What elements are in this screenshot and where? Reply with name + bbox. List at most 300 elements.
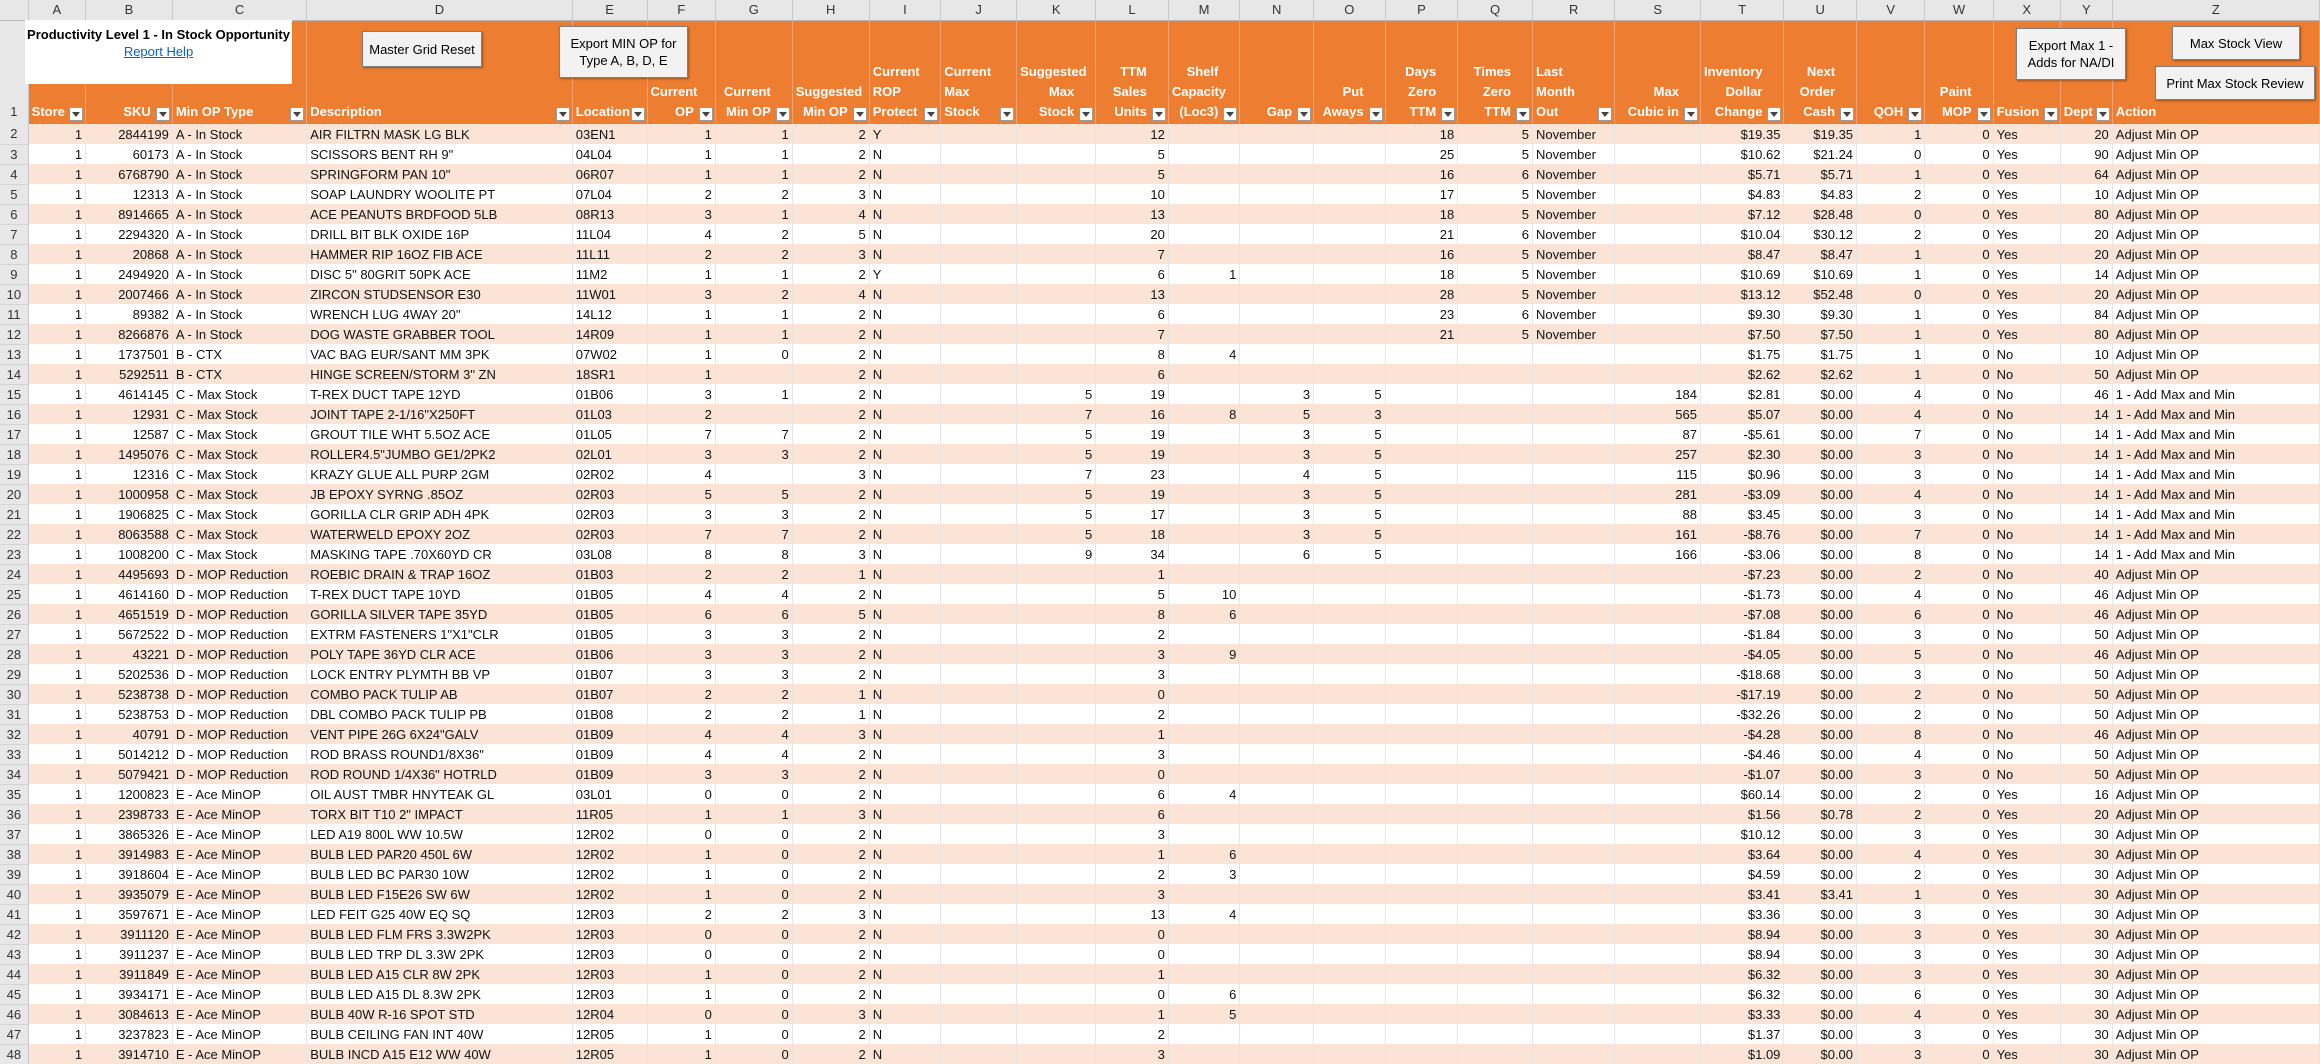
cell-i[interactable]: N [869, 844, 941, 864]
cell-o[interactable]: 5 [1314, 544, 1386, 564]
cell-s[interactable] [1615, 184, 1701, 204]
cell-g[interactable]: 6 [715, 604, 792, 624]
cell-c[interactable]: D - MOP Reduction [172, 624, 306, 644]
row-number[interactable]: 9 [0, 264, 28, 284]
cell-e[interactable]: 08R13 [572, 204, 647, 224]
cell-s[interactable] [1615, 764, 1701, 784]
cell-s[interactable] [1615, 164, 1701, 184]
cell-j[interactable] [941, 324, 1017, 344]
cell-n[interactable] [1240, 224, 1314, 244]
cell-z[interactable]: Adjust Min OP [2112, 924, 2319, 944]
cell-f[interactable]: 4 [647, 584, 715, 604]
cell-g[interactable]: 2 [715, 704, 792, 724]
cell-t[interactable]: $2.62 [1700, 364, 1783, 384]
cell-l[interactable]: 18 [1096, 524, 1169, 544]
cell-f[interactable]: 1 [647, 364, 715, 384]
cell-z[interactable]: Adjust Min OP [2112, 164, 2319, 184]
cell-p[interactable]: 21 [1385, 224, 1458, 244]
cell-i[interactable]: N [869, 684, 941, 704]
cell-g[interactable]: 0 [715, 884, 792, 904]
cell-p[interactable] [1385, 824, 1458, 844]
row-number[interactable]: 28 [0, 644, 28, 664]
cell-m[interactable] [1168, 804, 1240, 824]
cell-u[interactable]: $0.00 [1784, 984, 1857, 1004]
cell-m[interactable] [1168, 944, 1240, 964]
cell-u[interactable]: $0.00 [1784, 924, 1857, 944]
cell-k[interactable] [1017, 884, 1096, 904]
cell-w[interactable]: 0 [1925, 724, 1993, 744]
cell-c[interactable]: C - Max Stock [172, 444, 306, 464]
cell-x[interactable]: Yes [1993, 984, 2060, 1004]
cell-z[interactable]: Adjust Min OP [2112, 804, 2319, 824]
cell-r[interactable]: November [1532, 144, 1614, 164]
cell-x[interactable]: Yes [1993, 824, 2060, 844]
cell-r[interactable] [1532, 364, 1614, 384]
cell-v[interactable]: 0 [1857, 144, 1925, 164]
cell-w[interactable]: 0 [1925, 764, 1993, 784]
cell-l[interactable]: 17 [1096, 504, 1169, 524]
row-number[interactable]: 24 [0, 564, 28, 584]
cell-l[interactable]: 5 [1096, 584, 1169, 604]
cell-f[interactable]: 1 [647, 1044, 715, 1064]
cell-y[interactable]: 80 [2060, 324, 2112, 344]
cell-y[interactable]: 10 [2060, 184, 2112, 204]
cell-u[interactable]: $2.62 [1784, 364, 1857, 384]
cell-o[interactable] [1314, 864, 1386, 884]
cell-s[interactable] [1615, 844, 1701, 864]
cell-k[interactable]: 5 [1017, 384, 1096, 404]
cell-d[interactable]: TORX BIT T10 2" IMPACT [307, 804, 573, 824]
cell-i[interactable]: N [869, 964, 941, 984]
cell-o[interactable] [1314, 264, 1386, 284]
cell-k[interactable] [1017, 1004, 1096, 1024]
cell-u[interactable]: $0.00 [1784, 624, 1857, 644]
cell-m[interactable]: 4 [1168, 784, 1240, 804]
cell-z[interactable]: Adjust Min OP [2112, 824, 2319, 844]
cell-q[interactable] [1458, 644, 1533, 664]
cell-d[interactable]: WATERWELD EPOXY 2OZ [307, 524, 573, 544]
cell-e[interactable]: 01B05 [572, 624, 647, 644]
cell-n[interactable] [1240, 364, 1314, 384]
cell-q[interactable] [1458, 744, 1533, 764]
cell-g[interactable]: 2 [715, 904, 792, 924]
cell-i[interactable]: N [869, 484, 941, 504]
cell-z[interactable]: Adjust Min OP [2112, 564, 2319, 584]
row-number[interactable]: 4 [0, 164, 28, 184]
cell-b[interactable]: 5672522 [86, 624, 173, 644]
cell-k[interactable] [1017, 864, 1096, 884]
cell-a[interactable]: 1 [28, 504, 85, 524]
cell-p[interactable] [1385, 524, 1458, 544]
cell-b[interactable]: 3911120 [86, 924, 173, 944]
row-number[interactable]: 40 [0, 884, 28, 904]
cell-e[interactable]: 01B07 [572, 664, 647, 684]
cell-o[interactable] [1314, 244, 1386, 264]
cell-t[interactable]: $10.62 [1700, 144, 1783, 164]
cell-n[interactable] [1240, 1004, 1314, 1024]
cell-h[interactable]: 3 [792, 724, 869, 744]
cell-a[interactable]: 1 [28, 704, 85, 724]
cell-q[interactable]: 6 [1458, 304, 1533, 324]
cell-b[interactable]: 89382 [86, 304, 173, 324]
cell-j[interactable] [941, 424, 1017, 444]
cell-u[interactable]: $0.00 [1784, 424, 1857, 444]
cell-q[interactable] [1458, 924, 1533, 944]
cell-r[interactable] [1532, 544, 1614, 564]
cell-w[interactable]: 0 [1925, 504, 1993, 524]
cell-u[interactable]: $0.00 [1784, 944, 1857, 964]
row-number[interactable]: 30 [0, 684, 28, 704]
cell-i[interactable]: N [869, 564, 941, 584]
cell-u[interactable]: $0.00 [1784, 1044, 1857, 1064]
cell-a[interactable]: 1 [28, 644, 85, 664]
row-number[interactable]: 11 [0, 304, 28, 324]
row-number[interactable]: 10 [0, 284, 28, 304]
cell-x[interactable]: No [1993, 464, 2060, 484]
cell-a[interactable]: 1 [28, 744, 85, 764]
cell-b[interactable]: 8266876 [86, 324, 173, 344]
column-letter-d[interactable]: D [307, 0, 573, 20]
cell-r[interactable]: November [1532, 224, 1614, 244]
cell-k[interactable] [1017, 764, 1096, 784]
filter-dropdown-icon[interactable] [1977, 107, 1991, 121]
cell-a[interactable]: 1 [28, 864, 85, 884]
cell-z[interactable]: 1 - Add Max and Min [2112, 424, 2319, 444]
cell-q[interactable] [1458, 1004, 1533, 1024]
cell-s[interactable] [1615, 244, 1701, 264]
cell-q[interactable] [1458, 824, 1533, 844]
cell-f[interactable]: 2 [647, 564, 715, 584]
cell-n[interactable] [1240, 684, 1314, 704]
cell-o[interactable] [1314, 224, 1386, 244]
cell-s[interactable] [1615, 1044, 1701, 1064]
cell-a[interactable]: 1 [28, 724, 85, 744]
cell-j[interactable] [941, 184, 1017, 204]
cell-u[interactable]: $0.00 [1784, 864, 1857, 884]
cell-s[interactable] [1615, 864, 1701, 884]
cell-b[interactable]: 12313 [86, 184, 173, 204]
cell-n[interactable] [1240, 844, 1314, 864]
cell-q[interactable] [1458, 344, 1533, 364]
cell-j[interactable] [941, 1024, 1017, 1044]
cell-y[interactable]: 30 [2060, 984, 2112, 1004]
cell-s[interactable] [1615, 264, 1701, 284]
cell-g[interactable]: 0 [715, 1044, 792, 1064]
cell-g[interactable]: 3 [715, 664, 792, 684]
cell-u[interactable]: $52.48 [1784, 284, 1857, 304]
cell-n[interactable] [1240, 164, 1314, 184]
cell-y[interactable]: 14 [2060, 504, 2112, 524]
cell-f[interactable]: 4 [647, 224, 715, 244]
row-number[interactable]: 12 [0, 324, 28, 344]
cell-f[interactable]: 1 [647, 144, 715, 164]
cell-t[interactable]: $19.35 [1700, 124, 1783, 144]
cell-w[interactable]: 0 [1925, 1004, 1993, 1024]
cell-w[interactable]: 0 [1925, 824, 1993, 844]
cell-z[interactable]: 1 - Add Max and Min [2112, 404, 2319, 424]
cell-d[interactable]: ROLLER4.5"JUMBO GE1/2PK2 [307, 444, 573, 464]
cell-d[interactable]: BULB LED TRP DL 3.3W 2PK [307, 944, 573, 964]
cell-x[interactable]: Yes [1993, 864, 2060, 884]
cell-g[interactable]: 0 [715, 864, 792, 884]
cell-n[interactable] [1240, 744, 1314, 764]
filter-dropdown-icon[interactable] [1684, 107, 1698, 121]
cell-f[interactable]: 2 [647, 684, 715, 704]
cell-b[interactable]: 3935079 [86, 884, 173, 904]
cell-r[interactable] [1532, 404, 1614, 424]
cell-w[interactable]: 0 [1925, 244, 1993, 264]
cell-p[interactable] [1385, 964, 1458, 984]
cell-b[interactable]: 2398733 [86, 804, 173, 824]
cell-p[interactable]: 16 [1385, 244, 1458, 264]
cell-c[interactable]: C - Max Stock [172, 384, 306, 404]
cell-r[interactable] [1532, 1044, 1614, 1064]
cell-t[interactable]: $6.32 [1700, 984, 1783, 1004]
cell-x[interactable]: Yes [1993, 964, 2060, 984]
cell-k[interactable] [1017, 164, 1096, 184]
cell-i[interactable]: N [869, 764, 941, 784]
cell-g[interactable]: 0 [715, 344, 792, 364]
cell-z[interactable]: Adjust Min OP [2112, 584, 2319, 604]
cell-r[interactable] [1532, 864, 1614, 884]
cell-p[interactable] [1385, 804, 1458, 824]
cell-x[interactable]: Yes [1993, 144, 2060, 164]
cell-z[interactable]: Adjust Min OP [2112, 1004, 2319, 1024]
cell-e[interactable]: 12R03 [572, 964, 647, 984]
cell-r[interactable] [1532, 744, 1614, 764]
cell-c[interactable]: A - In Stock [172, 284, 306, 304]
cell-t[interactable]: -$1.73 [1700, 584, 1783, 604]
cell-f[interactable]: 7 [647, 424, 715, 444]
cell-s[interactable] [1615, 624, 1701, 644]
cell-o[interactable] [1314, 664, 1386, 684]
cell-g[interactable]: 0 [715, 924, 792, 944]
cell-c[interactable]: E - Ace MinOP [172, 784, 306, 804]
cell-n[interactable] [1240, 984, 1314, 1004]
cell-q[interactable] [1458, 844, 1533, 864]
cell-l[interactable]: 1 [1096, 1004, 1169, 1024]
cell-z[interactable]: Adjust Min OP [2112, 204, 2319, 224]
cell-h[interactable]: 3 [792, 1004, 869, 1024]
cell-h[interactable]: 2 [792, 524, 869, 544]
cell-m[interactable] [1168, 764, 1240, 784]
cell-d[interactable]: BULB INCD A15 E12 WW 40W [307, 1044, 573, 1064]
cell-r[interactable] [1532, 1024, 1614, 1044]
cell-x[interactable]: No [1993, 564, 2060, 584]
cell-e[interactable]: 02R03 [572, 504, 647, 524]
cell-u[interactable]: $0.00 [1784, 784, 1857, 804]
cell-b[interactable]: 5238738 [86, 684, 173, 704]
cell-o[interactable] [1314, 784, 1386, 804]
cell-s[interactable] [1615, 884, 1701, 904]
cell-o[interactable] [1314, 964, 1386, 984]
cell-f[interactable]: 0 [647, 824, 715, 844]
cell-n[interactable]: 3 [1240, 524, 1314, 544]
cell-f[interactable]: 2 [647, 244, 715, 264]
cell-j[interactable] [941, 584, 1017, 604]
cell-k[interactable] [1017, 284, 1096, 304]
cell-k[interactable] [1017, 244, 1096, 264]
cell-l[interactable]: 6 [1096, 304, 1169, 324]
cell-a[interactable]: 1 [28, 164, 85, 184]
cell-w[interactable]: 0 [1925, 1024, 1993, 1044]
cell-h[interactable]: 5 [792, 604, 869, 624]
cell-u[interactable]: $0.00 [1784, 684, 1857, 704]
cell-n[interactable] [1240, 724, 1314, 744]
cell-l[interactable]: 1 [1096, 844, 1169, 864]
row-number[interactable]: 31 [0, 704, 28, 724]
cell-k[interactable]: 5 [1017, 484, 1096, 504]
cell-y[interactable]: 30 [2060, 1004, 2112, 1024]
cell-u[interactable]: $8.47 [1784, 244, 1857, 264]
cell-p[interactable] [1385, 864, 1458, 884]
cell-x[interactable]: No [1993, 724, 2060, 744]
cell-m[interactable]: 3 [1168, 864, 1240, 884]
cell-m[interactable]: 4 [1168, 344, 1240, 364]
cell-a[interactable]: 1 [28, 404, 85, 424]
cell-l[interactable]: 3 [1096, 744, 1169, 764]
cell-r[interactable]: November [1532, 204, 1614, 224]
cell-y[interactable]: 50 [2060, 684, 2112, 704]
cell-z[interactable]: Adjust Min OP [2112, 364, 2319, 384]
cell-d[interactable]: BULB LED A15 CLR 8W 2PK [307, 964, 573, 984]
cell-z[interactable]: 1 - Add Max and Min [2112, 504, 2319, 524]
cell-r[interactable]: November [1532, 324, 1614, 344]
cell-p[interactable] [1385, 664, 1458, 684]
cell-r[interactable] [1532, 784, 1614, 804]
cell-m[interactable] [1168, 224, 1240, 244]
cell-o[interactable] [1314, 744, 1386, 764]
cell-g[interactable]: 1 [715, 384, 792, 404]
cell-f[interactable]: 3 [647, 284, 715, 304]
cell-q[interactable]: 6 [1458, 164, 1533, 184]
cell-r[interactable] [1532, 924, 1614, 944]
cell-e[interactable]: 14R09 [572, 324, 647, 344]
cell-a[interactable]: 1 [28, 1044, 85, 1064]
cell-l[interactable]: 2 [1096, 1024, 1169, 1044]
cell-h[interactable]: 3 [792, 904, 869, 924]
cell-f[interactable]: 3 [647, 664, 715, 684]
cell-v[interactable]: 2 [1857, 224, 1925, 244]
cell-d[interactable]: WRENCH LUG 4WAY 20" [307, 304, 573, 324]
cell-k[interactable] [1017, 664, 1096, 684]
cell-s[interactable] [1615, 124, 1701, 144]
cell-z[interactable]: 1 - Add Max and Min [2112, 544, 2319, 564]
cell-r[interactable]: November [1532, 284, 1614, 304]
cell-m[interactable]: 6 [1168, 984, 1240, 1004]
cell-x[interactable]: Yes [1993, 1044, 2060, 1064]
column-letter-j[interactable]: J [941, 0, 1017, 20]
filter-dropdown-icon[interactable] [1223, 107, 1237, 121]
cell-j[interactable] [941, 684, 1017, 704]
cell-t[interactable]: $1.37 [1700, 1024, 1783, 1044]
cell-h[interactable]: 2 [792, 784, 869, 804]
cell-l[interactable]: 6 [1096, 364, 1169, 384]
cell-e[interactable]: 01B07 [572, 684, 647, 704]
cell-i[interactable]: N [869, 804, 941, 824]
cell-t[interactable]: $8.94 [1700, 944, 1783, 964]
cell-p[interactable] [1385, 924, 1458, 944]
cell-l[interactable]: 0 [1096, 684, 1169, 704]
cell-w[interactable]: 0 [1925, 904, 1993, 924]
cell-w[interactable]: 0 [1925, 204, 1993, 224]
cell-x[interactable]: No [1993, 744, 2060, 764]
cell-t[interactable]: $3.36 [1700, 904, 1783, 924]
cell-p[interactable] [1385, 744, 1458, 764]
cell-y[interactable]: 50 [2060, 764, 2112, 784]
cell-e[interactable]: 01B09 [572, 724, 647, 744]
cell-v[interactable]: 2 [1857, 704, 1925, 724]
cell-m[interactable] [1168, 744, 1240, 764]
cell-f[interactable]: 1 [647, 804, 715, 824]
cell-x[interactable]: No [1993, 524, 2060, 544]
cell-q[interactable]: 5 [1458, 264, 1533, 284]
cell-w[interactable]: 0 [1925, 124, 1993, 144]
cell-s[interactable] [1615, 704, 1701, 724]
cell-u[interactable]: $0.00 [1784, 484, 1857, 504]
cell-k[interactable] [1017, 264, 1096, 284]
cell-q[interactable] [1458, 984, 1533, 1004]
cell-y[interactable]: 46 [2060, 384, 2112, 404]
cell-x[interactable]: No [1993, 664, 2060, 684]
cell-a[interactable]: 1 [28, 184, 85, 204]
cell-p[interactable] [1385, 984, 1458, 1004]
cell-u[interactable]: $0.00 [1784, 384, 1857, 404]
cell-p[interactable] [1385, 604, 1458, 624]
cell-u[interactable]: $0.00 [1784, 464, 1857, 484]
cell-m[interactable]: 10 [1168, 584, 1240, 604]
cell-f[interactable]: 0 [647, 1004, 715, 1024]
cell-s[interactable] [1615, 964, 1701, 984]
cell-n[interactable] [1240, 244, 1314, 264]
cell-z[interactable]: Adjust Min OP [2112, 1044, 2319, 1064]
cell-d[interactable]: LOCK ENTRY PLYMTH BB VP [307, 664, 573, 684]
cell-i[interactable]: N [869, 184, 941, 204]
filter-dropdown-icon[interactable] [1297, 107, 1311, 121]
cell-y[interactable]: 50 [2060, 624, 2112, 644]
cell-y[interactable]: 30 [2060, 884, 2112, 904]
cell-b[interactable]: 8063588 [86, 524, 173, 544]
cell-j[interactable] [941, 664, 1017, 684]
cell-h[interactable]: 2 [792, 644, 869, 664]
cell-s[interactable]: 184 [1615, 384, 1701, 404]
cell-h[interactable]: 3 [792, 184, 869, 204]
cell-t[interactable]: $8.47 [1700, 244, 1783, 264]
row-number[interactable]: 3 [0, 144, 28, 164]
cell-c[interactable]: E - Ace MinOP [172, 1004, 306, 1024]
cell-k[interactable] [1017, 744, 1096, 764]
cell-r[interactable] [1532, 464, 1614, 484]
cell-c[interactable]: B - CTX [172, 364, 306, 384]
cell-z[interactable]: Adjust Min OP [2112, 1024, 2319, 1044]
row-number[interactable]: 7 [0, 224, 28, 244]
cell-r[interactable]: November [1532, 244, 1614, 264]
cell-o[interactable] [1314, 144, 1386, 164]
cell-m[interactable] [1168, 284, 1240, 304]
cell-s[interactable]: 257 [1615, 444, 1701, 464]
cell-t[interactable]: $5.07 [1700, 404, 1783, 424]
master-grid-reset-button[interactable]: Master Grid Reset [362, 31, 482, 67]
cell-t[interactable]: -$3.06 [1700, 544, 1783, 564]
column-letter-h[interactable]: H [792, 0, 869, 20]
cell-d[interactable]: BULB LED A15 DL 8.3W 2PK [307, 984, 573, 1004]
cell-z[interactable]: Adjust Min OP [2112, 284, 2319, 304]
cell-a[interactable]: 1 [28, 884, 85, 904]
cell-i[interactable]: N [869, 304, 941, 324]
cell-c[interactable]: C - Max Stock [172, 464, 306, 484]
cell-y[interactable]: 20 [2060, 284, 2112, 304]
cell-t[interactable]: -$7.23 [1700, 564, 1783, 584]
